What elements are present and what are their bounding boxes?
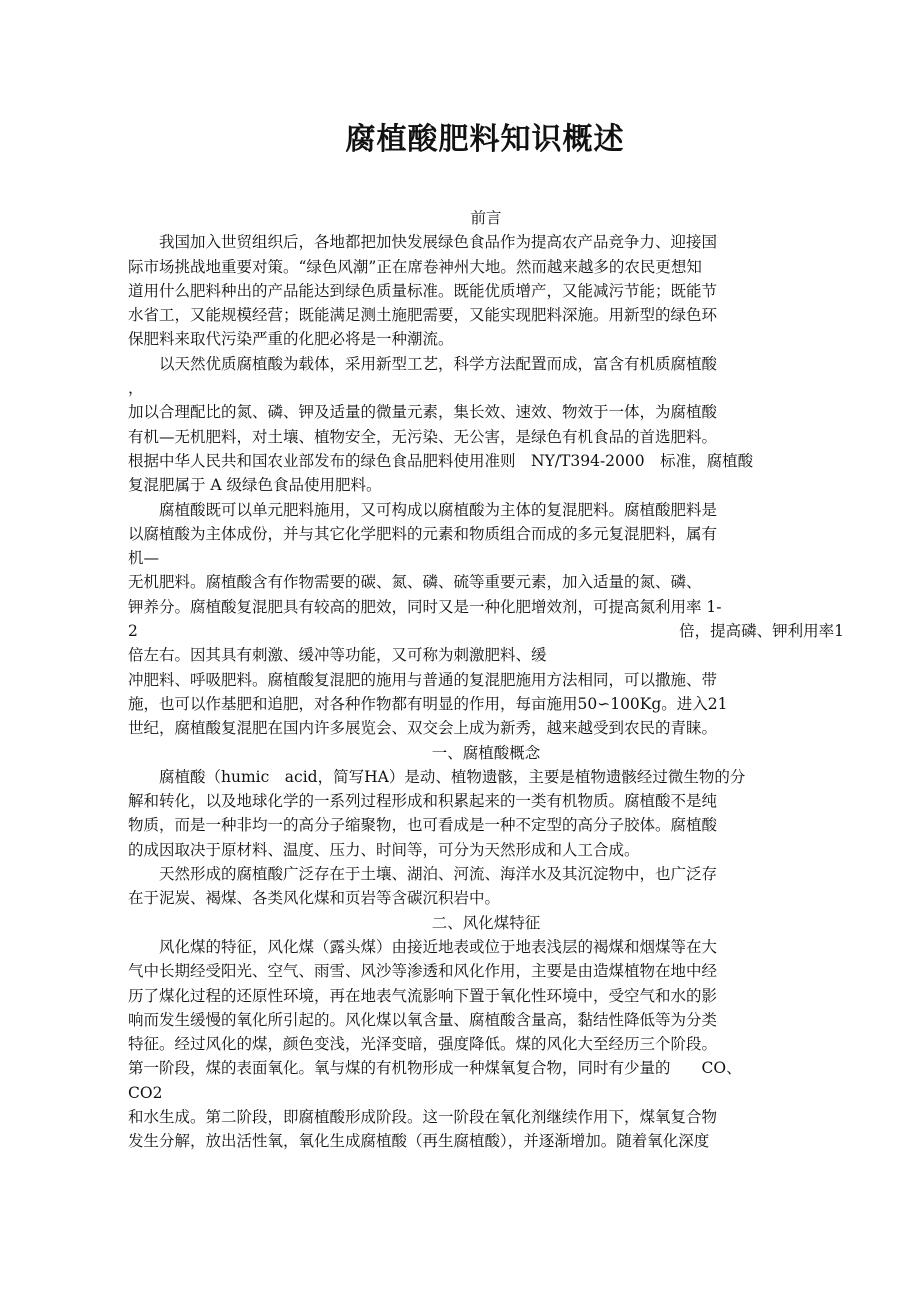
paragraph-line: 腐植酸（humic acid，简写HA）是动、植物遗骸，主要是植物遗骸经过微生物的分 <box>128 767 746 786</box>
paragraph-line: 发生分解，放出活性氧，氧化生成腐植酸（再生腐植酸），并逐渐增加。随着氧化深度 <box>128 1132 710 1151</box>
paragraph-line: 际市场挑战地重要对策。“绿色风潮”正在席卷神州大地。然而越来越多的农民更想知 <box>128 257 702 276</box>
paragraph-line: 道用什么肥料种出的产品能达到绿色质量标准。既能优质增产，又能减污节能；既能节 <box>128 281 718 300</box>
section-heading-concept: 一、腐植酸概念 <box>431 743 541 762</box>
paragraph-line: 在于泥炭、褐煤、各类风化煤和页岩等含碳沉积岩中。 <box>128 889 501 908</box>
paragraph-line: 有机—无机肥料，对土壤、植物安全，无污染、无公害，是绿色有机食品的首选肥料。 <box>128 427 718 446</box>
section-heading-preface: 前言 <box>470 209 502 227</box>
paragraph-line: 机— <box>128 549 160 568</box>
section-heading-weathered-coal: 二、风化煤特征 <box>431 913 541 932</box>
paragraph-split-line <box>128 619 844 643</box>
paragraph-line: 和水生成。第二阶段，即腐植酸形成阶段。这一阶段在氧化剂继续作用下，煤氧复合物 <box>128 1107 718 1126</box>
paragraph-line: ， <box>128 379 144 398</box>
paragraph-line: 无机肥料。腐植酸含有作物需要的碳、氮、磷、硫等重要元素，加入适量的氮、磷、 <box>128 573 702 592</box>
paragraph-line: 响而发生缓慢的氧化所引起的。风化煤以氧含量、腐植酸含量高，黏结性降低等为分类 <box>128 1010 718 1029</box>
paragraph-line: 加以合理配比的氮、磷、钾及适量的微量元素，集长效、速效、物效于一体，为腐植酸 <box>128 403 718 422</box>
document-body <box>128 206 844 1154</box>
paragraph-line: 世纪，腐植酸复混肥在国内许多展览会、双交会上成为新秀，越来越受到农民的青睐。 <box>128 719 718 738</box>
split-line-left: 2 <box>128 622 138 641</box>
paragraph-line: 特征。经过风化的煤，颜色变浅，光泽变暗，强度降低。煤的风化大至经历三个阶段。 <box>128 1035 718 1054</box>
split-line-right: 倍，提高磷、钾利用率1 <box>679 622 844 641</box>
paragraph-line: 历了煤化过程的还原性环境，再在地表气流影响下置于氧化性环境中，受空气和水的影 <box>128 986 718 1005</box>
paragraph-line: 我国加入世贸组织后，各地都把加快发展绿色食品作为提高农产品竞争力、迎接国 <box>128 233 718 252</box>
paragraph-line: 水省工，又能规模经营；既能满足测土施肥需要，又能实现肥料深施。用新型的绿色环 <box>128 306 718 325</box>
paragraph-line: 冲肥料、呼吸肥料。腐植酸复混肥的施用与普通的复混肥施用方法相同，可以撒施、带 <box>128 670 718 689</box>
paragraph-line: 解和转化，以及地球化学的一系列过程形成和积累起来的一类有机物质。腐植酸不是纯 <box>128 792 718 811</box>
paragraph-line: 物质，而是一种非均一的高分子缩聚物，也可看成是一种不定型的高分子胶体。腐植酸 <box>128 816 718 835</box>
paragraph-line: 风化煤的特征，风化煤（露头煤）由接近地表或位于地表浅层的褐煤和烟煤等在大 <box>128 937 718 956</box>
paragraph-line: 保肥料来取代污染严重的化肥必将是一种潮流。 <box>128 330 454 349</box>
paragraph-line: 腐植酸既可以单元肥料施用，又可构成以腐植酸为主体的复混肥料。腐植酸肥料是 <box>128 500 718 519</box>
paragraph-line: CO2 <box>128 1083 163 1102</box>
paragraph-line: 施，也可以作基肥和追肥，对各种作物都有明显的作用，每亩施用50∽100Kg。进入21 <box>128 694 728 713</box>
paragraph-line: 以天然优质腐植酸为载体，采用新型工艺，科学方法配置而成，富含有机质腐植酸 <box>128 354 718 373</box>
paragraph-line: 第一阶段，煤的表面氧化。氧与煤的有机物形成一种煤氧复合物，同时有少量的 CO、 <box>128 1059 742 1078</box>
paragraph-line: 复混肥属于 A 级绿色食品使用肥料。 <box>128 476 382 495</box>
paragraph-line: 钾养分。腐植酸复混肥具有较高的肥效，同时又是一种化肥增效剂，可提高氮利用率 1- <box>128 597 722 616</box>
paragraph-line: 天然形成的腐植酸广泛存在于土壤、湖泊、河流、海洋水及其沉淀物中，也广泛存 <box>128 865 718 884</box>
paragraph-line: 气中长期经受阳光、空气、雨雪、风沙等渗透和风化作用，主要是由造煤植物在地中经 <box>128 962 718 981</box>
paragraph-line: 的成因取决于原材料、温度、压力、时间等，可分为天然形成和人工合成。 <box>128 840 640 859</box>
paragraph-line: 倍左右。因其具有刺激、缓冲等功能，又可称为刺激肥料、缓 <box>128 646 547 665</box>
paragraph-line: 以腐植酸为主体成份，并与其它化学肥料的元素和物质组合而成的多元复混肥料，属有 <box>128 524 718 543</box>
paragraph-line: 根据中华人民共和国农业部发布的绿色食品肥料使用准则 NY/T394-2000 标准，腐植酸 <box>128 451 754 470</box>
document-title: 腐植酸肥料知识概述 <box>345 122 625 157</box>
